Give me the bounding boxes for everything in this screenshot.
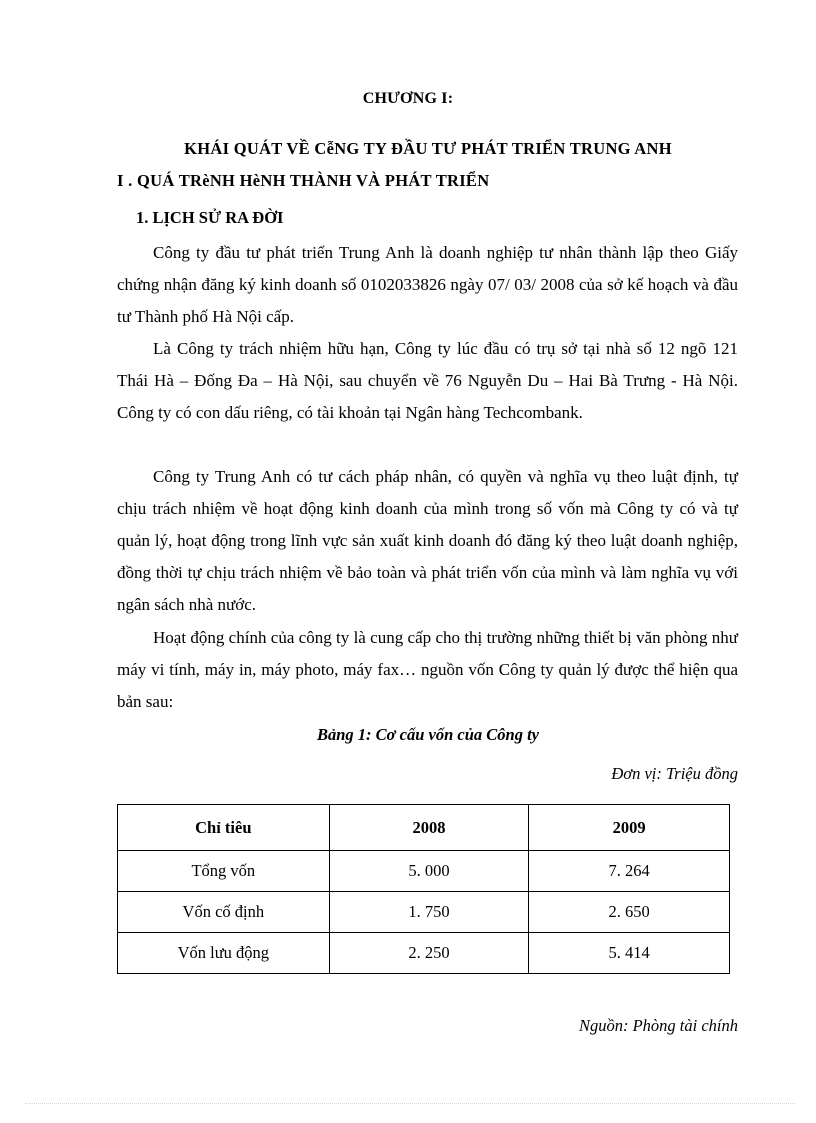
header-year-2008: 2008 (329, 805, 529, 851)
paragraph-main-activities: Hoạt động chính của công ty là cung cấp cho thị trường những thiết bị văn phòng như máy vi tính, máy in, máy photo, máy fax… nguồn vốn Công ty quản lý được thể hiện qua bản sau: (117, 628, 738, 711)
table-cell: 1. 750 (329, 892, 529, 933)
capital-structure-table (117, 804, 730, 974)
paragraph-company-establishment: Công ty đầu tư phát triển Trung Anh là doanh nghiệp tư nhân thành lập theo Giấy chứng nhận đăng ký kinh doanh số 0102033826 ngày 07/ 03/ 2008 của sở kế hoạch và đầu tư Thành phố Hà Nội cấp. (117, 243, 738, 326)
table-row (118, 892, 730, 933)
table-row (118, 933, 730, 974)
paragraph-legal-status: Công ty Trung Anh có tư cách pháp nhân, có quyền và nghĩa vụ theo luật định, tự chịu trách nhiệm về hoạt động kinh doanh của mình trong số vốn mà Công ty có và tự quản lý, hoạt động trong lĩnh vực sản xuất kinh doanh đó đăng ký theo luật doanh nghiệp, đồng thời tự chịu trách nhiệm về bảo toàn và phát triển vốn của mình và làm nghĩa vụ với ngân sách nhà nước. (117, 467, 738, 614)
header-indicator: Chỉ tiêu (118, 805, 330, 851)
table-cell: 5. 000 (329, 851, 529, 892)
chapter-heading: CHƯƠNG I: (362, 90, 454, 107)
table-caption-text: : Cơ cấu vốn của Công ty (366, 725, 539, 744)
table-cell: 2. 250 (329, 933, 529, 974)
subsection-heading: 1. LỊCH SỬ RA ĐỜI (136, 208, 284, 227)
table-cell: Tổng vốn (118, 851, 330, 892)
document-title: KHÁI QUÁT VỀ CễNG TY ĐẦU TƯ PHÁT TRIỂN TRUNG ANH (184, 139, 672, 158)
page-footer-divider (25, 1103, 795, 1104)
table-cell: 2. 650 (529, 892, 730, 933)
table-source: Nguồn: Phòng tài chính (578, 1016, 738, 1035)
table-row (118, 851, 730, 892)
table-unit: Đơn vị: Triệu đồng (611, 764, 738, 783)
table-cell: Vốn lưu động (118, 933, 330, 974)
table-cell: 5. 414 (529, 933, 730, 974)
header-year-2009: 2009 (529, 805, 730, 851)
section-heading: I . QUÁ TRèNH HèNH THÀNH VÀ PHÁT TRIỂN (117, 171, 490, 190)
paragraph-company-address: Là Công ty trách nhiệm hữu hạn, Công ty lúc đầu có trụ sở tại nhà số 12 ngõ 121 Thái Hà – Đống Đa – Hà Nội, sau chuyển về 76 Nguyễn Du – Hai Bà Trưng - Hà Nội. Công ty có con dấu riêng, có tài khoản tại Ngân hàng Techcombank. (117, 339, 738, 422)
table-cell: 7. 264 (529, 851, 730, 892)
table-caption-number: Bảng 1 (316, 725, 367, 744)
table-caption (0, 725, 816, 745)
table-header-row (118, 805, 730, 851)
table-cell: Vốn cố định (118, 892, 330, 933)
